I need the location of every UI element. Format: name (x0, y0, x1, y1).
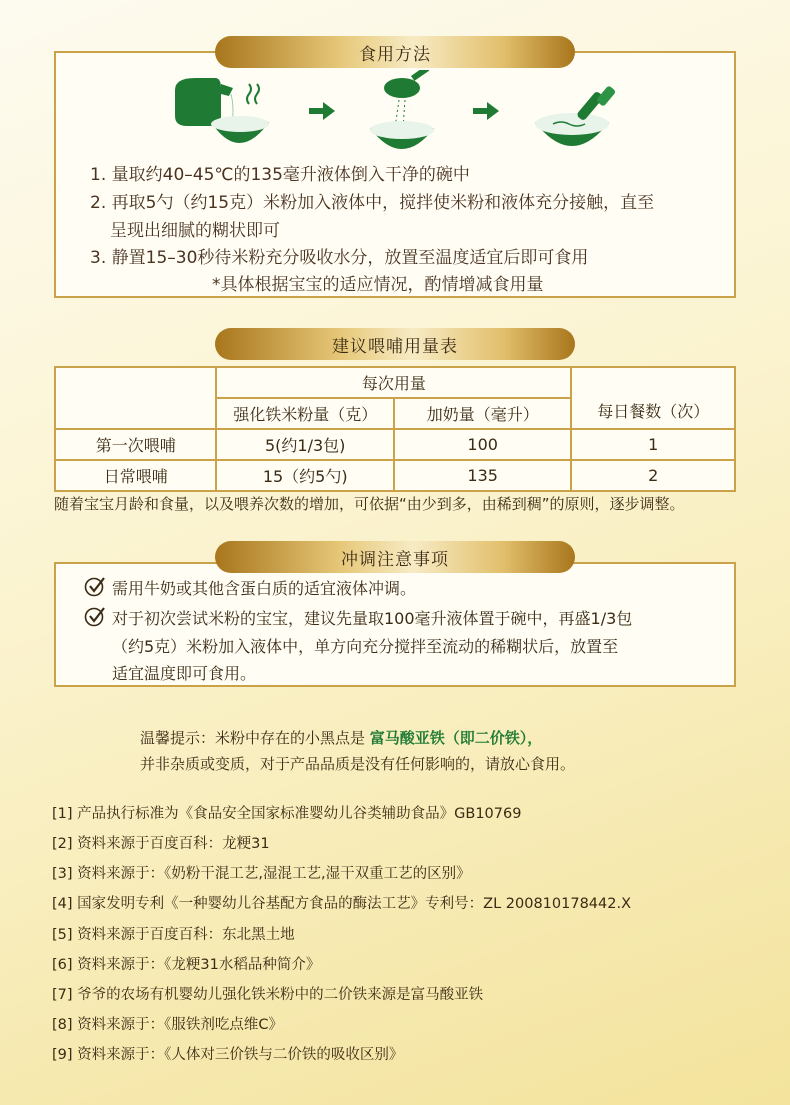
row-meals: 1 (571, 429, 735, 460)
reference-item: [9] 资料来源于：《人体对三价铁与二价铁的吸收区别》 (52, 1047, 404, 1063)
row-powder: 5(约1/3包) (216, 429, 394, 460)
row-milk: 100 (394, 429, 571, 460)
row-label: 日常喂哺 (55, 460, 216, 491)
reference-item: [1] 产品执行标准为《食品安全国家标准婴幼儿谷类辅助食品》GB10769 (52, 806, 522, 822)
feeding-note: 随着宝宝月龄和食量，以及喂养次数的增加，可依据“由少到多，由稀到稠”的原则，逐步调整。 (54, 495, 685, 513)
tip-line-2: 并非杂质或变质，对于产品品质是没有任何影响的，请放心食用。 (140, 755, 576, 773)
usage-footnote: *具体根据宝宝的适应情况，酌情增减食用量 (212, 275, 544, 295)
notes-title: 冲调注意事项 (215, 541, 575, 573)
usage-title: 食用方法 (215, 36, 575, 68)
notes-item-2-end: 适宜温度即可食用。 (112, 664, 257, 683)
tip-highlight: 富马酸亚铁（即二价铁）， (369, 729, 543, 747)
usage-step-3: 3. 静置15–30秒待米粉充分吸收水分，放置至温度适宜后即可食用 (90, 248, 589, 268)
reference-item: [6] 资料来源于：《龙粳31水稻品种简介》 (52, 957, 321, 973)
usage-step-1: 1. 量取约40–45℃的135毫升液体倒入干净的碗中 (90, 165, 470, 185)
header-powder: 强化铁米粉量（克） (216, 398, 394, 429)
tip-line-1 (140, 727, 542, 748)
usage-steps-illustration (165, 70, 635, 160)
tip-prefix: 温馨提示：米粉中存在的小黑点是 (140, 729, 370, 747)
usage-step-2: 2. 再取5勺（约15克）米粉加入液体中，搅拌使米粉和液体充分接触，直至 (90, 193, 655, 213)
header-group: 每次用量 (216, 367, 571, 398)
pour-liquid-icon (175, 78, 269, 143)
feeding-title: 建议喂哺用量表 (215, 328, 575, 360)
notes-item-2-cont: （约5克）米粉加入液体中，单方向充分搅拌至流动的稀糊状后，放置至 (112, 637, 619, 656)
reference-item: [7] 爷爷的农场有机婴幼儿强化铁米粉中的二价铁来源是富马酸亚铁 (52, 987, 484, 1003)
header-meals: 每日餐数（次） (571, 367, 735, 429)
row-label: 第一次喂哺 (55, 429, 216, 460)
usage-step-2-cont: 呈现出细腻的糊状即可 (110, 221, 280, 241)
row-powder: 15（约5勺) (216, 460, 394, 491)
reference-item: [5] 资料来源于百度百科：东北黑土地 (52, 927, 295, 943)
notes-item-2: 对于初次尝试米粉的宝宝，建议先量取100毫升液体置于碗中，再盛1/3包 (112, 609, 633, 628)
header-milk: 加奶量（毫升） (394, 398, 571, 429)
stir-bowl-icon (535, 85, 616, 146)
feeding-table (54, 366, 736, 492)
notes-item-1: 需用牛奶或其他含蛋白质的适宜液体冲调。 (112, 579, 417, 598)
reference-item: [4] 国家发明专利《一种婴幼儿谷基配方食品的酶法工艺》专利号：ZL 200810178442.X (52, 896, 632, 912)
reference-item: [3] 资料来源于：《奶粉干混工艺,湿混工艺,湿干双重工艺的区别》 (52, 866, 471, 882)
row-milk: 135 (394, 460, 571, 491)
reference-item: [8] 资料来源于：《服铁剂吃点维C》 (52, 1017, 284, 1033)
reference-item: [2] 资料来源于百度百科：龙粳31 (52, 836, 270, 852)
row-meals: 2 (571, 460, 735, 491)
table-row (55, 460, 735, 491)
check-circle-icon (84, 575, 106, 597)
table-row (55, 429, 735, 460)
arrow-right-icon (473, 102, 499, 120)
table-corner (55, 367, 216, 429)
arrow-right-icon (309, 102, 335, 120)
check-circle-icon (84, 605, 106, 627)
add-powder-icon (370, 70, 434, 149)
